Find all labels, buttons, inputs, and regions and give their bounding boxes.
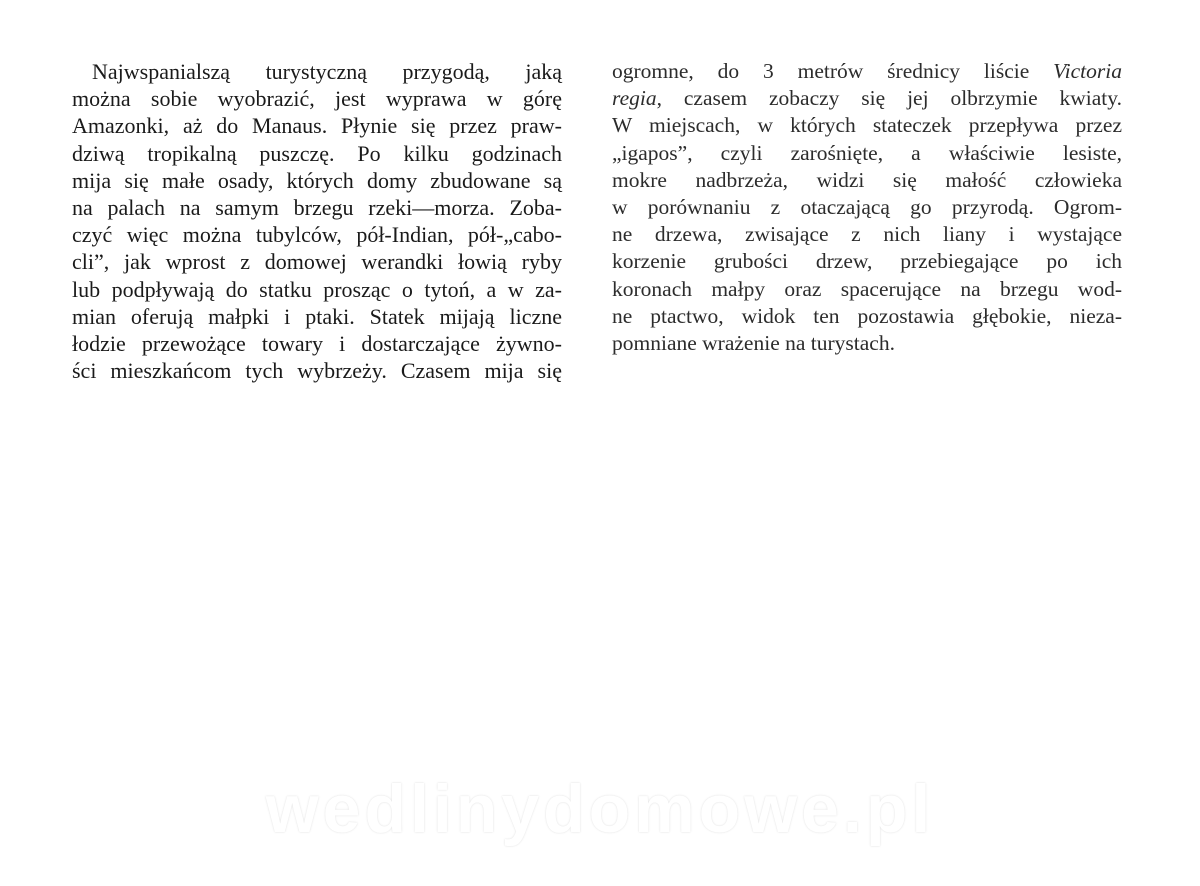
italic-species-name: regia (612, 86, 657, 111)
text-run: ogromne, do 3 metrów średnicy liście (612, 59, 1054, 83)
left-text-column (72, 58, 562, 384)
watermark: wedlinydomowe.pl (265, 771, 935, 847)
text-line: ści mieszkańcom tych wybrzeży. Czasem mija się (72, 358, 562, 384)
text-line: „igapos”, czyli zarośnięte, a właściwie lesiste, (612, 140, 1122, 165)
text-line: można sobie wyobrazić, jest wyprawa w górę (72, 86, 562, 112)
text-line: dziwą tropikalną puszczę. Po kilku godzinach (72, 140, 562, 166)
text-line: mija się małe osady, których domy zbudowane są (72, 167, 562, 193)
text-line: ne ptactwo, widok ten pozostawia głębokie, nieza- (612, 303, 1122, 328)
text-line: koronach małpy oraz spacerujące na brzegu wod- (612, 276, 1122, 301)
text-line: lub podpływają do statku prosząc o tytoń, a w za- (72, 276, 562, 302)
text-line: Amazonki, aż do Manaus. Płynie się przez praw- (72, 113, 562, 139)
text-line: mokre nadbrzeża, widzi się małość człowieka (612, 167, 1122, 192)
text-line: czyć więc można tubylców, pół-Indian, pół-„cabo- (72, 222, 562, 248)
right-text-column (612, 58, 1122, 357)
text-line: mian oferują małpki i ptaki. Statek mijają liczne (72, 303, 562, 329)
italic-species-name: Victoria (1053, 59, 1122, 83)
text-line: na palach na samym brzegu rzeki—morza. Zoba- (72, 194, 562, 220)
text-line: W miejscach, w których stateczek przepływa przez (612, 113, 1122, 138)
text-line: korzenie grubości drzew, przebiegające po ich (612, 249, 1122, 274)
text-line: Najwspanialszą turystyczną przygodą, jaką (92, 59, 562, 84)
text-line: łodzie przewożące towary i dostarczające żywno- (72, 330, 562, 356)
text-line: ne drzewa, zwisające z nich liany i wystające (612, 222, 1122, 247)
text-line (612, 58, 1122, 85)
text-line: cli”, jak wprost z domowej werandki łowią ryby (72, 249, 562, 275)
text-run: , czasem zobaczy się jej olbrzymie kwiaty. (656, 86, 1122, 111)
text-line: w porównaniu z otaczającą go przyrodą. Ogrom- (612, 194, 1122, 219)
text-line: pomniane wrażenie na turystach. (612, 330, 895, 355)
text-line (612, 85, 1122, 112)
